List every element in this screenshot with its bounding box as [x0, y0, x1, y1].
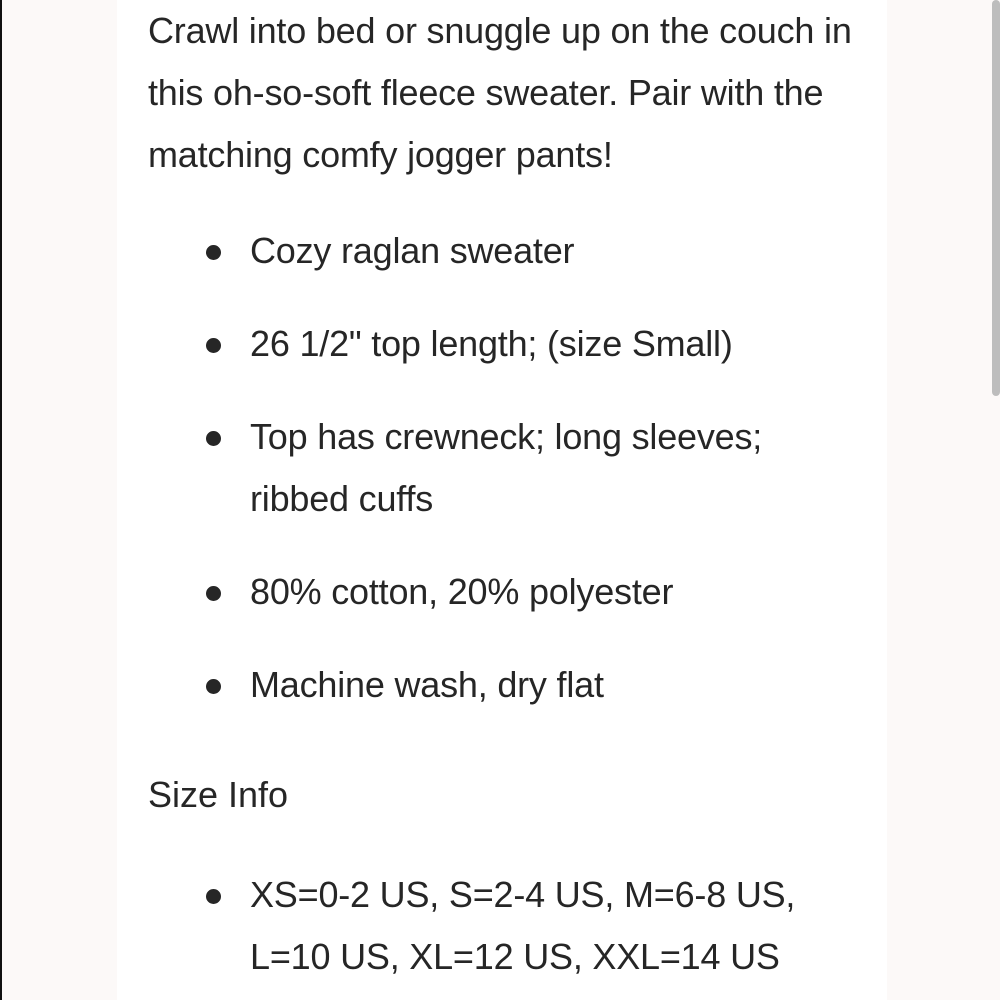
feature-item	[148, 561, 848, 623]
feature-text: Cozy raglan sweater	[250, 230, 575, 271]
bullet-dot-icon	[206, 586, 221, 601]
size-info-list	[148, 864, 848, 988]
window-left-border	[0, 0, 2, 1000]
size-info-heading: Size Info	[148, 774, 289, 815]
feature-text: Top has crewneck; long sleeves; ribbed cuffs	[250, 416, 763, 519]
bullet-dot-icon	[206, 431, 221, 446]
feature-text: 80% cotton, 20% polyester	[250, 571, 674, 612]
product-description: Crawl into bed or snuggle up on the couch in this oh-so-soft fleece sweater. Pair with the matching comfy jogger pants!	[148, 10, 852, 175]
feature-item	[148, 313, 848, 375]
bullet-dot-icon	[206, 889, 221, 904]
size-info-text: XS=0-2 US, S=2-4 US, M=6-8 US, L=10 US, XL=12 US, XXL=14 US	[250, 874, 796, 977]
scrollbar-thumb[interactable]	[992, 0, 1000, 396]
feature-item	[148, 654, 848, 716]
feature-item	[148, 220, 848, 282]
feature-text: Machine wash, dry flat	[250, 664, 604, 705]
features-list	[148, 220, 848, 747]
bullet-dot-icon	[206, 338, 221, 353]
size-info-item	[148, 864, 848, 988]
bullet-dot-icon	[206, 245, 221, 260]
bullet-dot-icon	[206, 679, 221, 694]
feature-item	[148, 406, 848, 530]
feature-text: 26 1/2" top length; (size Small)	[250, 323, 733, 364]
